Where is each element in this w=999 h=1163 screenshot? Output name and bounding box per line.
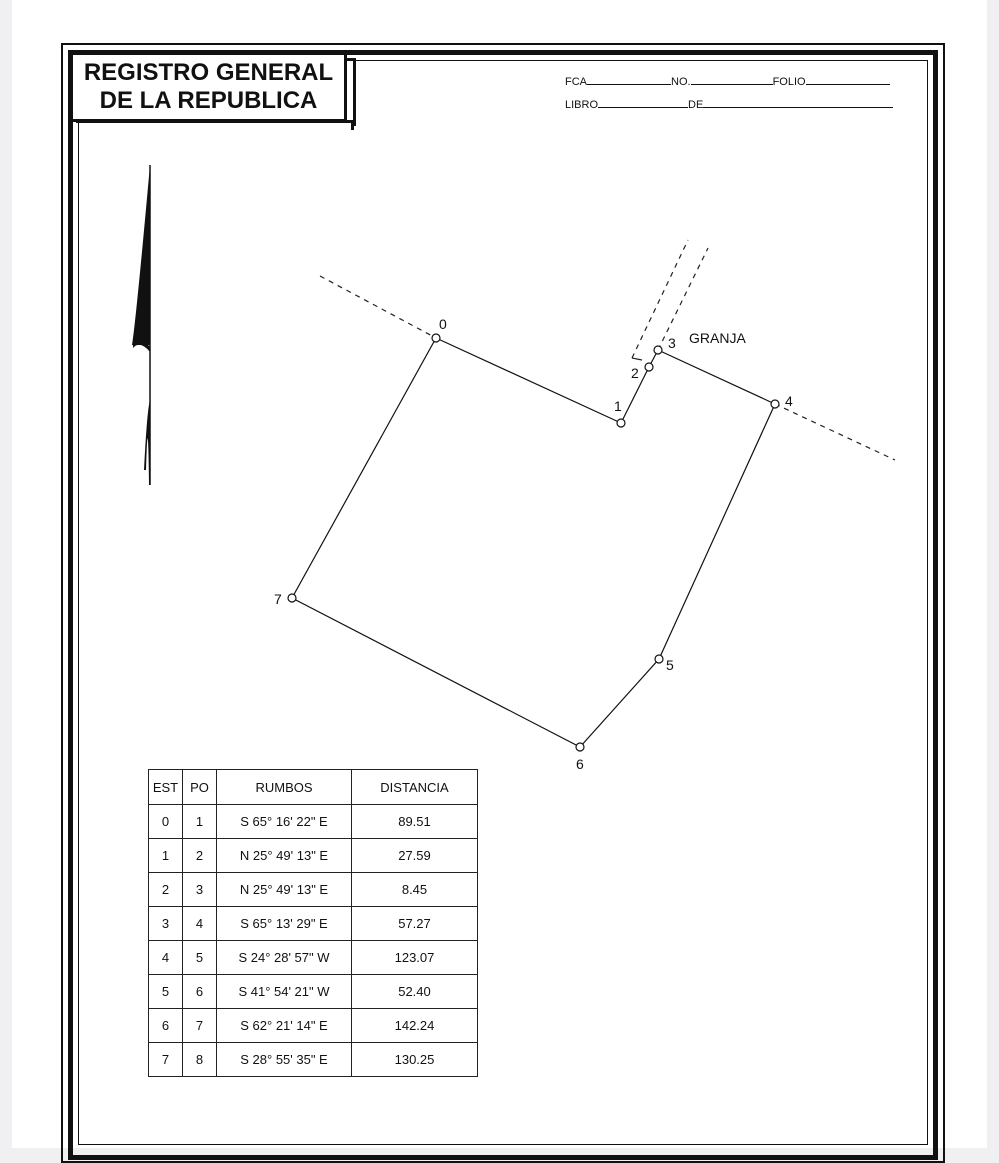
cell-rumbo: S 28° 55' 35" E xyxy=(217,1043,352,1077)
cell-po: 4 xyxy=(183,907,217,941)
registry-title-line1: REGISTRO GENERAL xyxy=(83,59,334,86)
vertex-2-label: 2 xyxy=(631,365,639,381)
cell-est: 7 xyxy=(149,1043,183,1077)
field-libro-label: LIBRO xyxy=(565,99,599,111)
cell-rumbo: N 25° 49' 13" E xyxy=(217,873,352,907)
cell-distancia: 57.27 xyxy=(352,907,478,941)
col-distancia-header: DISTANCIA xyxy=(352,770,478,805)
col-po-header: PO xyxy=(183,770,217,805)
table-row xyxy=(149,941,478,975)
table-row xyxy=(149,805,478,839)
cell-distancia: 27.59 xyxy=(352,839,478,873)
vertex-5-label: 5 xyxy=(666,657,674,673)
north-arrow-icon xyxy=(132,165,150,485)
cell-est: 0 xyxy=(149,805,183,839)
cell-est: 3 xyxy=(149,907,183,941)
col-rumbos-header: RUMBOS xyxy=(217,770,352,805)
table-row xyxy=(149,1043,478,1077)
neighbor-boundary-west xyxy=(320,276,436,338)
vertex-0-marker xyxy=(432,334,440,342)
cell-po: 5 xyxy=(183,941,217,975)
vertex-4-label: 4 xyxy=(785,393,793,409)
road-edge-left xyxy=(632,240,688,358)
cell-rumbo: S 65° 13' 29" E xyxy=(217,907,352,941)
bearings-table xyxy=(148,769,478,1077)
vertex-1-marker xyxy=(617,419,625,427)
vertex-7-marker xyxy=(288,594,296,602)
cell-est: 1 xyxy=(149,839,183,873)
road-cap xyxy=(632,358,642,360)
neighbor-boundary-east xyxy=(775,404,895,460)
table-body xyxy=(149,805,478,1077)
neighbor-granja-label: GRANJA xyxy=(689,330,746,346)
cell-est: 5 xyxy=(149,975,183,1009)
vertex-1-label: 1 xyxy=(614,398,622,414)
field-de-label: DE xyxy=(688,99,704,111)
cell-rumbo: S 41° 54' 21" W xyxy=(217,975,352,1009)
vertex-3-marker xyxy=(654,346,662,354)
cell-est: 2 xyxy=(149,873,183,907)
cell-po: 8 xyxy=(183,1043,217,1077)
cell-distancia: 142.24 xyxy=(352,1009,478,1043)
vertex-0-label: 0 xyxy=(439,316,447,332)
vertex-6-label: 6 xyxy=(576,756,584,772)
table-row xyxy=(149,907,478,941)
cell-po: 2 xyxy=(183,839,217,873)
table-row xyxy=(149,1009,478,1043)
col-est-header: EST xyxy=(149,770,183,805)
cell-est: 4 xyxy=(149,941,183,975)
table-row xyxy=(149,975,478,1009)
vertex-4-marker xyxy=(771,400,779,408)
cell-distancia: 89.51 xyxy=(352,805,478,839)
cell-po: 6 xyxy=(183,975,217,1009)
cell-est: 6 xyxy=(149,1009,183,1043)
field-folio-label: FOLIO xyxy=(772,76,806,88)
cell-distancia: 8.45 xyxy=(352,873,478,907)
vertex-6-marker xyxy=(576,743,584,751)
cell-po: 1 xyxy=(183,805,217,839)
parcel-polygon xyxy=(292,338,775,747)
cell-po: 3 xyxy=(183,873,217,907)
table-header-row xyxy=(149,770,478,805)
registry-title-line2: DE LA REPUBLICA xyxy=(99,87,318,114)
vertex-5-marker xyxy=(655,655,663,663)
vertex-2-marker xyxy=(645,363,653,371)
vertex-3-label: 3 xyxy=(668,335,676,351)
cell-po: 7 xyxy=(183,1009,217,1043)
table-row xyxy=(149,839,478,873)
cell-rumbo: S 65° 16' 22" E xyxy=(217,805,352,839)
field-fca-label: FCA xyxy=(565,76,587,88)
cell-rumbo: S 62° 21' 14" E xyxy=(217,1009,352,1043)
table-row xyxy=(149,873,478,907)
field-no-label: NO. xyxy=(671,76,691,88)
cell-distancia: 130.25 xyxy=(352,1043,478,1077)
cell-distancia: 52.40 xyxy=(352,975,478,1009)
cell-rumbo: S 24° 28' 57" W xyxy=(217,941,352,975)
cell-rumbo: N 25° 49' 13" E xyxy=(217,839,352,873)
cell-distancia: 123.07 xyxy=(352,941,478,975)
vertex-7-label: 7 xyxy=(274,591,282,607)
